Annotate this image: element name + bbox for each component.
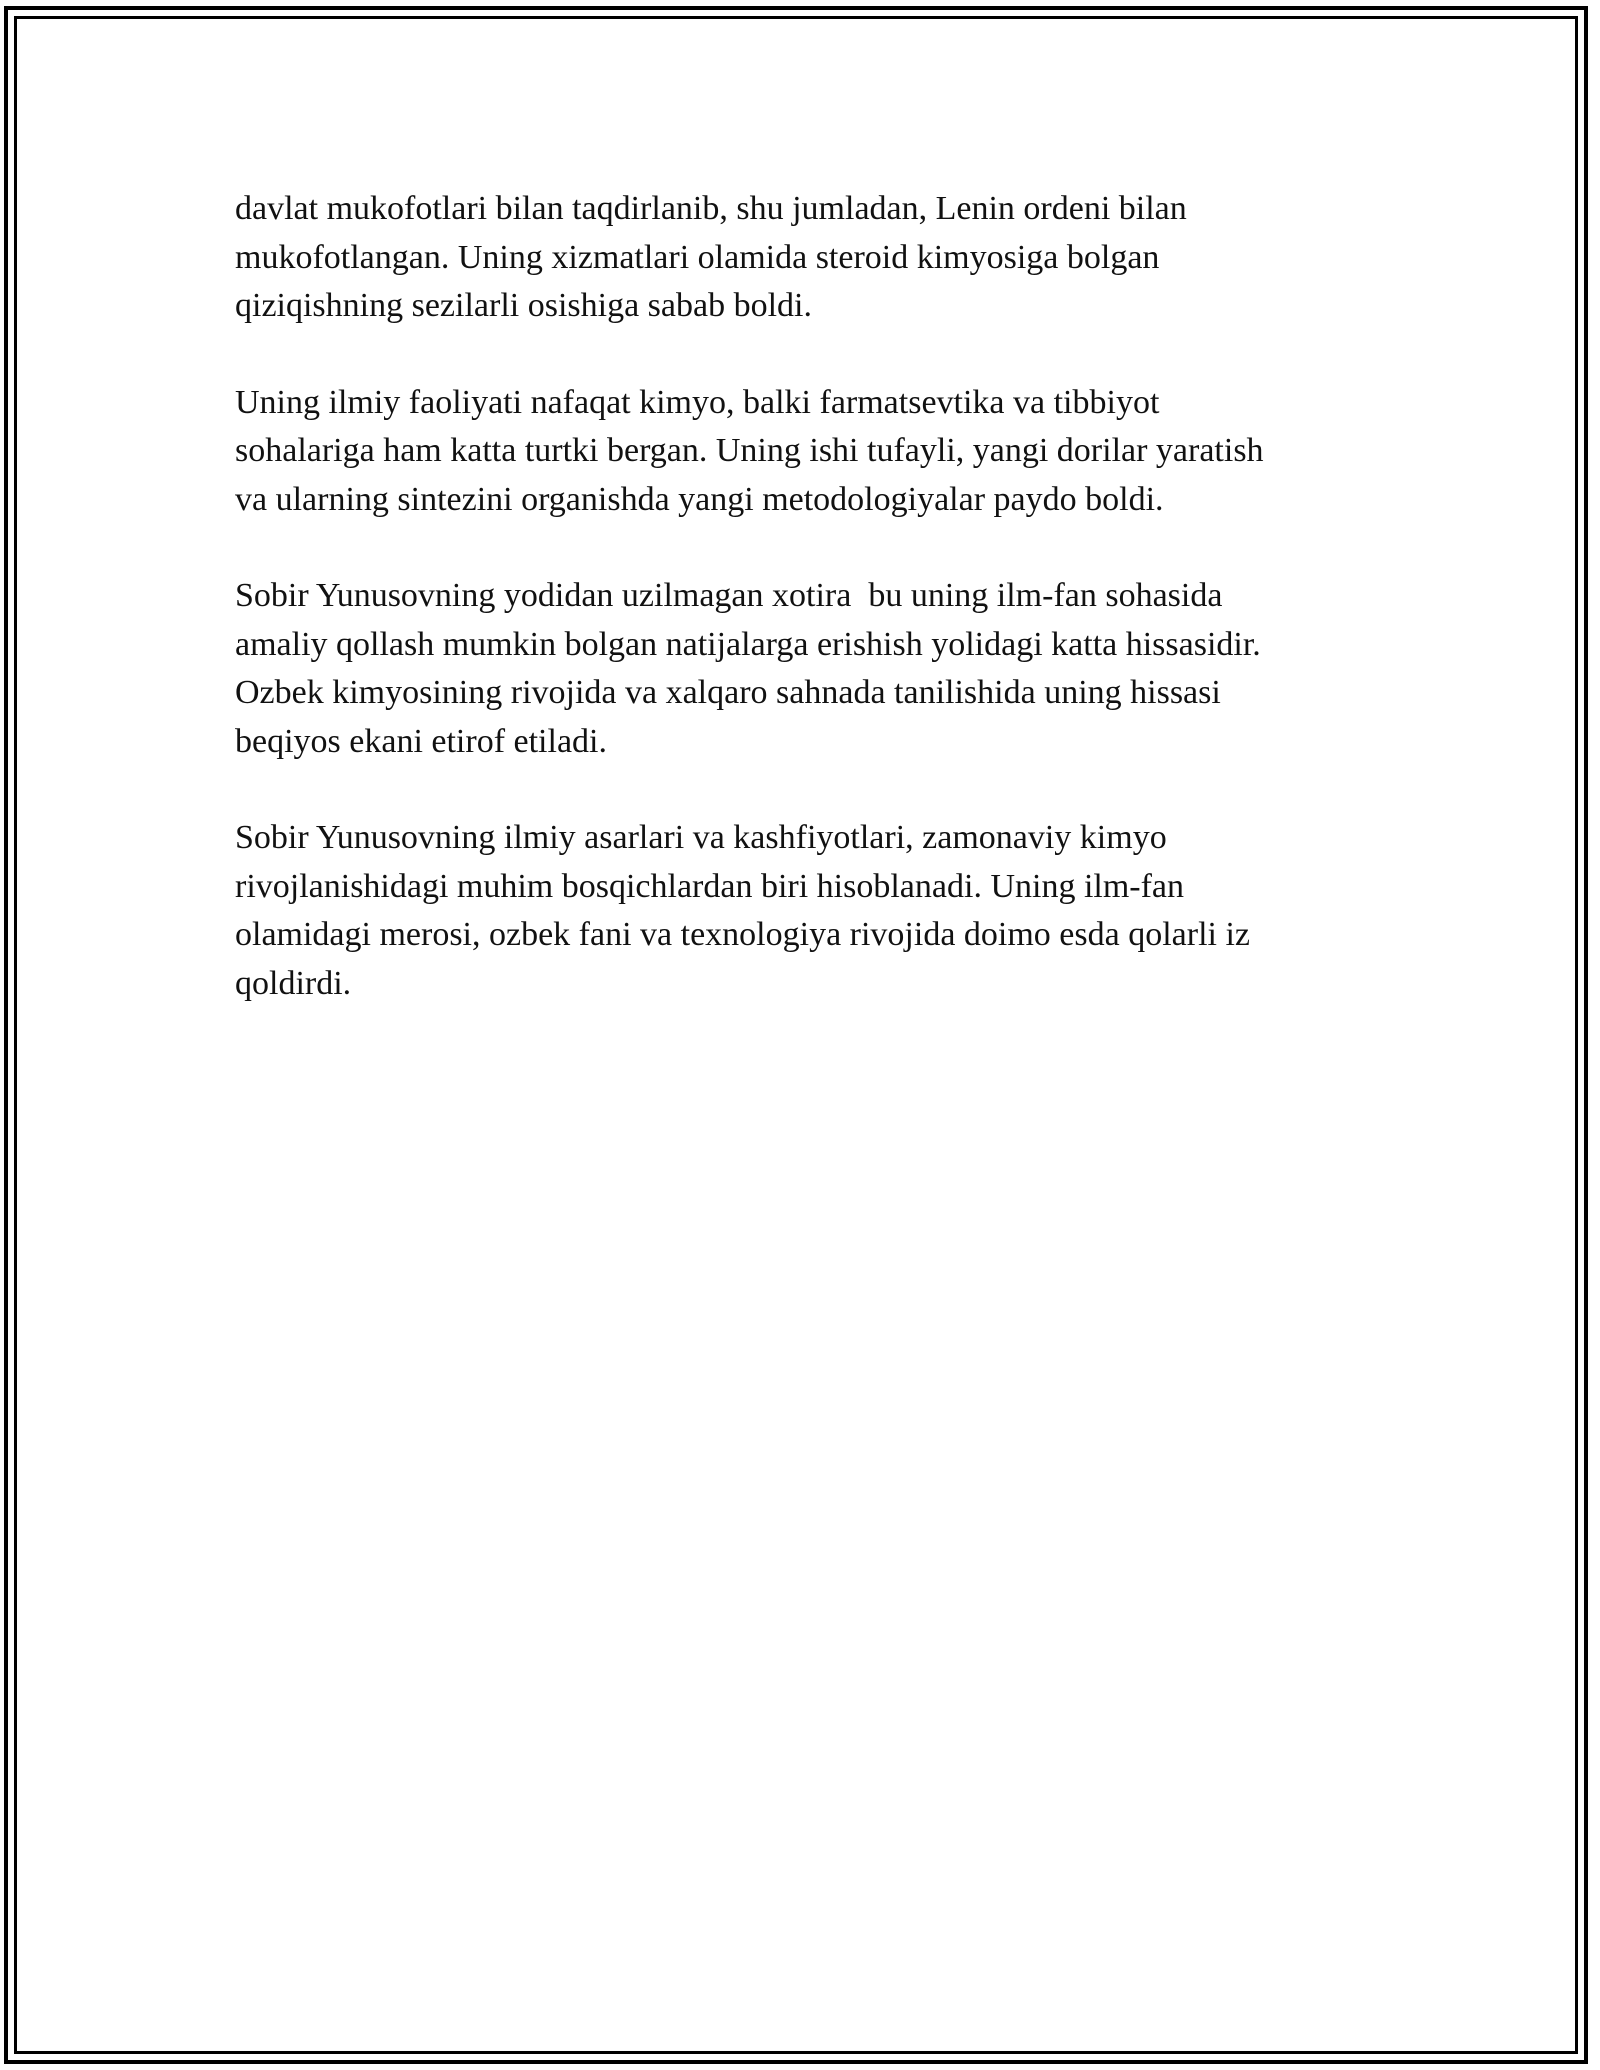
- paragraph-4: Sobir Yunusovning ilmiy asarlari va kashfiyotlari, zamonaviy kimyo rivojlanishidagi muhim bosqichlardan biri hisoblanadi. Uning ilm-fan olamidagi merosi, ozbek fani va texnologiya rivojida doimo esda qolarli iz qoldirdi.: [235, 819, 1251, 1002]
- paragraph-3: Sobir Yunusovning yodidan uzilmagan xotira bu uning ilm-fan sohasida amaliy qollash mumkin bolgan natijalarga erishish yolidagi katta hissasidir. Ozbek kimyosining rivojida va xalqaro sahnada tanilishida uning hissasi beqiyos ekani etirof etiladi.: [235, 577, 1261, 760]
- paragraph-2: Uning ilmiy faoliyati nafaqat kimyo, balki farmatsevtika va tibbiyot sohalariga ham katta turtki bergan. Uning ishi tufayli, yangi dorilar yaratish va ularning sintezini organishda yangi metodologiyalar paydo boldi.: [235, 383, 1264, 518]
- paragraph-1: davlat mukofotlari bilan taqdirlanib, shu jumladan, Lenin ordeni bilan mukofotlangan. Uning xizmatlari olamida steroid kimyosiga bolgan qiziqishning sezilarli osishiga sabab boldi.: [235, 190, 1187, 324]
- document-body: [235, 185, 1380, 1056]
